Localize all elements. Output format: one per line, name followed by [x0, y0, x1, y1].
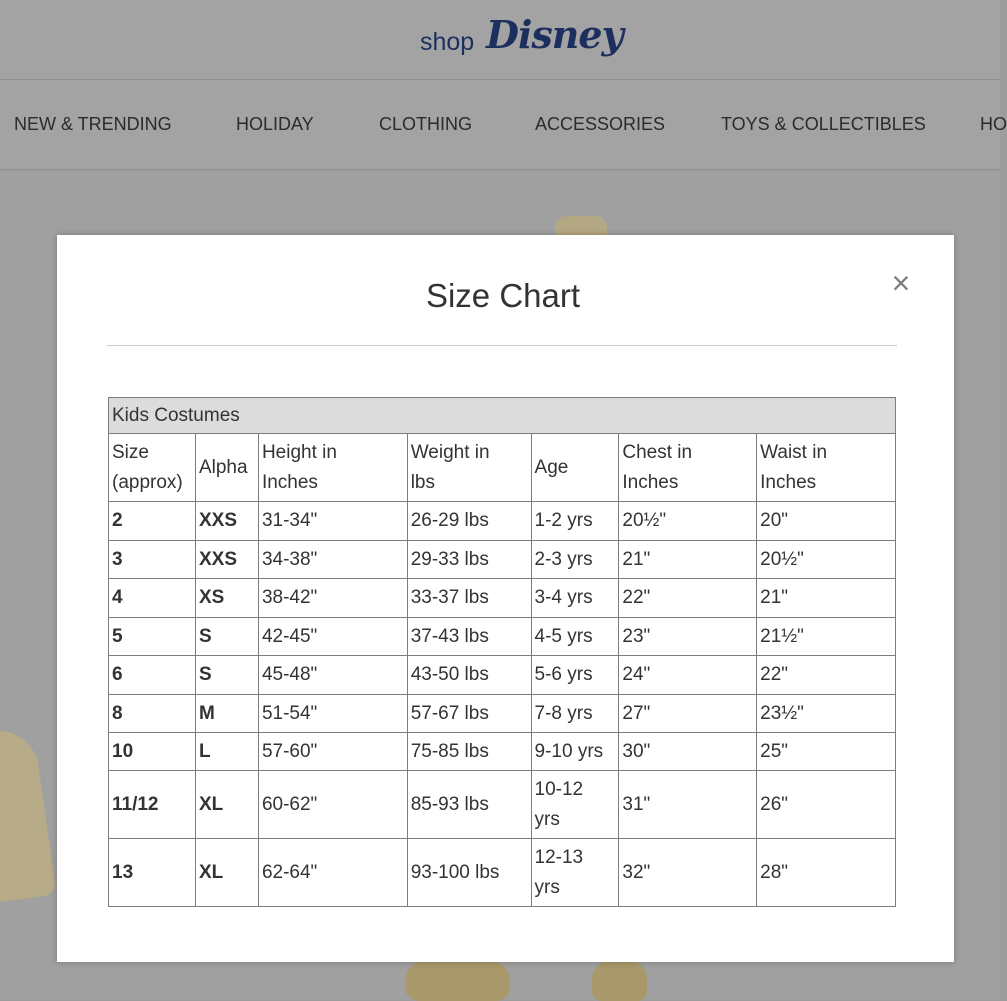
product-dress-image	[0, 726, 56, 906]
cell-weight: 93-100 lbs	[407, 839, 531, 907]
cell-size: 2	[109, 502, 196, 540]
cell-size: 3	[109, 540, 196, 578]
cell-age: 4-5 yrs	[531, 617, 619, 655]
cell-chest: 30"	[619, 732, 757, 770]
cell-waist: 20½"	[757, 540, 896, 578]
cell-height: 42-45"	[258, 617, 407, 655]
table-row	[109, 771, 896, 839]
cell-height: 57-60"	[258, 732, 407, 770]
cell-weight: 29-33 lbs	[407, 540, 531, 578]
column-header-height: Height in Inches	[258, 434, 407, 502]
nav-item-new-trending[interactable]: NEW & TRENDING	[14, 114, 172, 134]
cell-waist: 26"	[757, 771, 896, 839]
cell-size: 4	[109, 579, 196, 617]
cell-age: 12-13 yrs	[531, 839, 619, 907]
cell-size: 11/12	[109, 771, 196, 839]
table-row	[109, 540, 896, 578]
cell-alpha: S	[195, 617, 258, 655]
cell-alpha: XXS	[195, 540, 258, 578]
cell-height: 62-64"	[258, 839, 407, 907]
cell-weight: 85-93 lbs	[407, 771, 531, 839]
column-header-size: Size (approx)	[109, 434, 196, 502]
cell-chest: 23"	[619, 617, 757, 655]
cell-height: 31-34"	[258, 502, 407, 540]
table-row	[109, 656, 896, 694]
cell-chest: 31"	[619, 771, 757, 839]
cell-waist: 22"	[757, 656, 896, 694]
table-row	[109, 502, 896, 540]
cell-alpha: XS	[195, 579, 258, 617]
cell-chest: 21"	[619, 540, 757, 578]
cell-alpha: XL	[195, 771, 258, 839]
cell-weight: 26-29 lbs	[407, 502, 531, 540]
table-row	[109, 617, 896, 655]
table-header-row	[109, 434, 896, 502]
cell-alpha: M	[195, 694, 258, 732]
cell-waist: 28"	[757, 839, 896, 907]
cell-chest: 20½"	[619, 502, 757, 540]
cell-alpha: XL	[195, 839, 258, 907]
site-header	[0, 0, 1000, 80]
cell-size: 6	[109, 656, 196, 694]
cell-age: 2-3 yrs	[531, 540, 619, 578]
column-header-alpha: Alpha	[195, 434, 258, 502]
cell-age: 1-2 yrs	[531, 502, 619, 540]
table-row	[109, 694, 896, 732]
cell-size: 13	[109, 839, 196, 907]
cell-height: 34-38"	[258, 540, 407, 578]
main-navigation	[0, 80, 1007, 170]
cell-waist: 21"	[757, 579, 896, 617]
cell-alpha: S	[195, 656, 258, 694]
nav-item-toys-collectibles[interactable]: TOYS & COLLECTIBLES	[721, 114, 926, 134]
table-row	[109, 579, 896, 617]
cell-age: 7-8 yrs	[531, 694, 619, 732]
cell-chest: 27"	[619, 694, 757, 732]
table-row	[109, 839, 896, 907]
close-icon[interactable]: ×	[891, 265, 911, 301]
product-shoe-image	[405, 961, 510, 1001]
cell-chest: 22"	[619, 579, 757, 617]
cell-age: 10-12 yrs	[531, 771, 619, 839]
cell-waist: 25"	[757, 732, 896, 770]
table-row	[109, 732, 896, 770]
cell-height: 38-42"	[258, 579, 407, 617]
logo-shop-text: shop	[420, 28, 475, 56]
column-header-waist: Waist in Inches	[757, 434, 896, 502]
table-caption-row	[109, 398, 896, 434]
shopdisney-logo[interactable]	[420, 8, 623, 68]
cell-size: 8	[109, 694, 196, 732]
logo-disney-wordmark: Disney	[486, 12, 623, 57]
cell-height: 60-62"	[258, 771, 407, 839]
cell-weight: 37-43 lbs	[407, 617, 531, 655]
cell-size: 10	[109, 732, 196, 770]
column-header-weight: Weight in lbs	[407, 434, 531, 502]
cell-height: 45-48"	[258, 656, 407, 694]
cell-weight: 33-37 lbs	[407, 579, 531, 617]
cell-waist: 23½"	[757, 694, 896, 732]
cell-weight: 43-50 lbs	[407, 656, 531, 694]
cell-weight: 75-85 lbs	[407, 732, 531, 770]
product-shoe-image	[592, 961, 647, 1001]
cell-waist: 20"	[757, 502, 896, 540]
nav-item-holiday[interactable]: HOLIDAY	[236, 114, 314, 134]
size-chart-table	[108, 397, 896, 907]
cell-chest: 32"	[619, 839, 757, 907]
nav-item-clothing[interactable]: CLOTHING	[379, 114, 473, 134]
divider	[107, 345, 897, 346]
cell-weight: 57-67 lbs	[407, 694, 531, 732]
cell-alpha: L	[195, 732, 258, 770]
cell-age: 9-10 yrs	[531, 732, 619, 770]
column-header-chest: Chest in Inches	[619, 434, 757, 502]
cell-age: 3-4 yrs	[531, 579, 619, 617]
nav-item-accessories[interactable]: ACCESSORIES	[535, 114, 666, 134]
cell-size: 5	[109, 617, 196, 655]
cell-waist: 21½"	[757, 617, 896, 655]
cell-chest: 24"	[619, 656, 757, 694]
nav-item-home-partial[interactable]: HO	[980, 114, 1007, 134]
size-chart-modal	[57, 235, 954, 962]
column-header-age: Age	[531, 434, 619, 502]
cell-alpha: XXS	[195, 502, 258, 540]
cell-age: 5-6 yrs	[531, 656, 619, 694]
modal-title: Size Chart	[425, 277, 581, 314]
table-caption: Kids Costumes	[109, 398, 896, 434]
cell-height: 51-54"	[258, 694, 407, 732]
